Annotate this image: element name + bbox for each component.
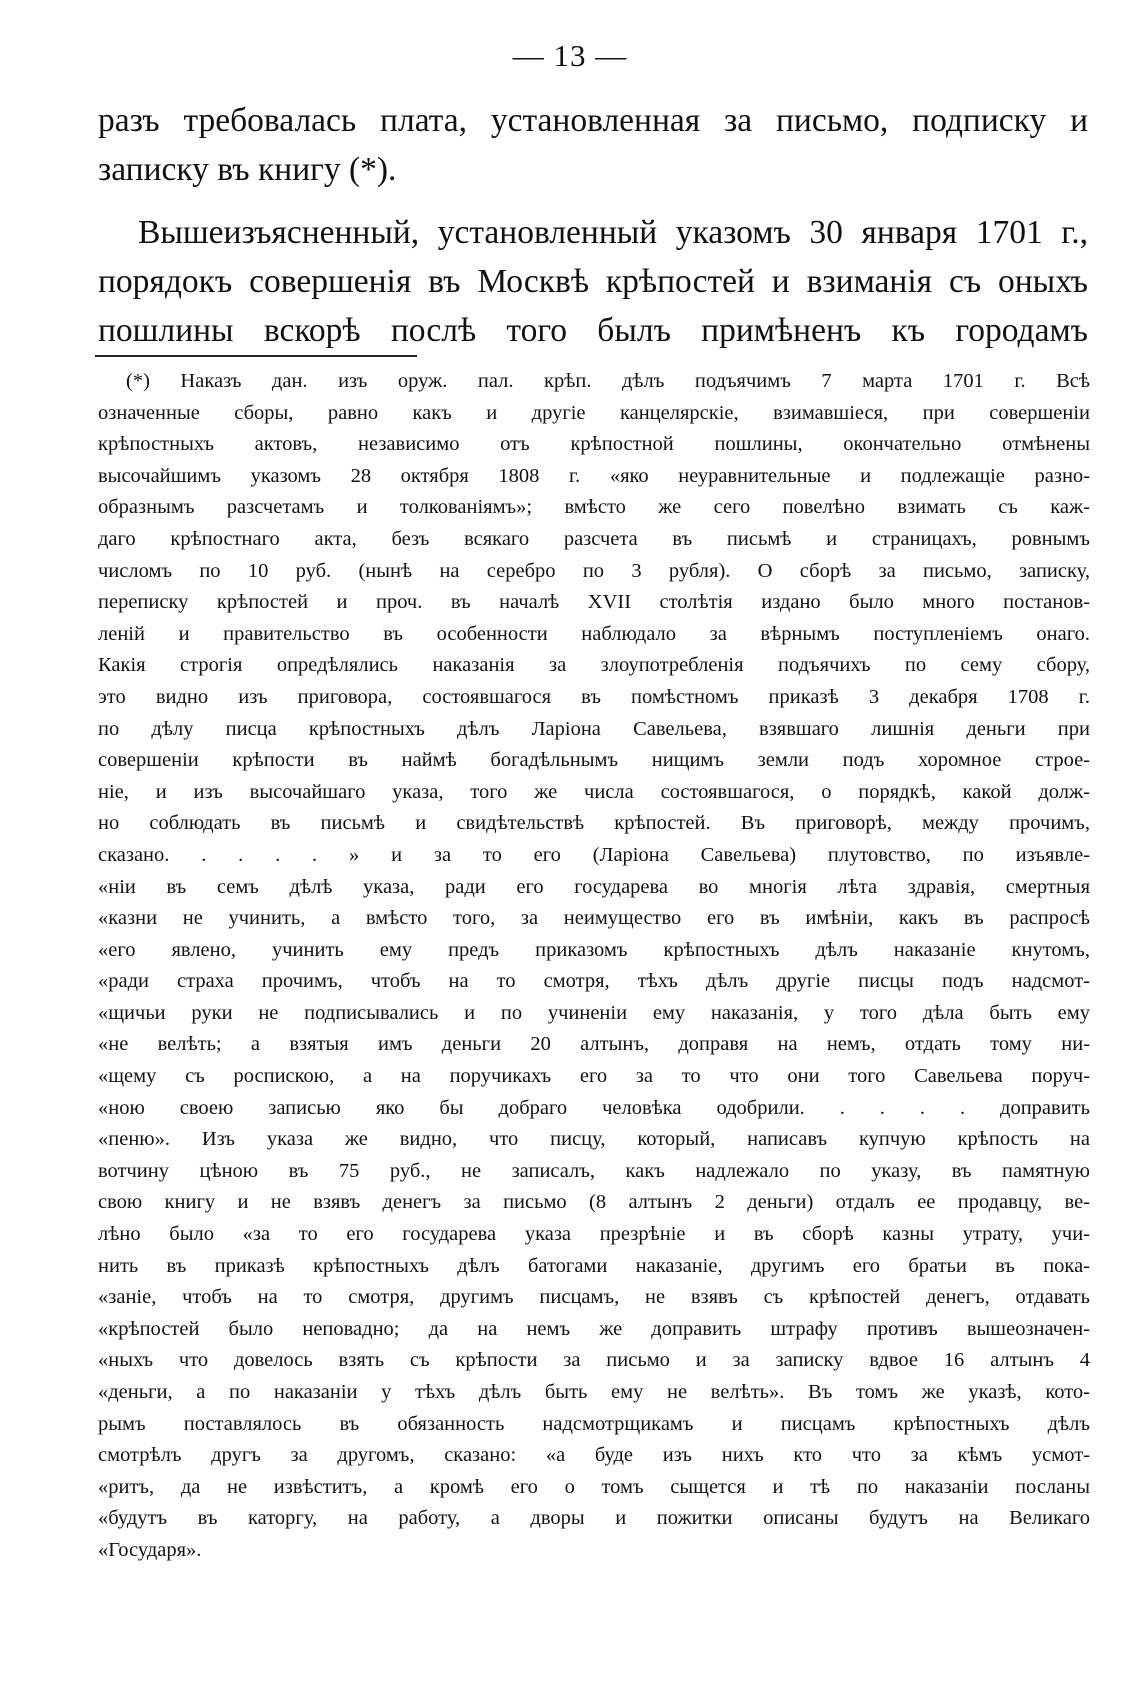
footnote-line: «ради страха прочимъ, чтобъ на то смотря, тѣхъ дѣлъ другіе писцы подъ надсмот- [98,970,1090,993]
footnote-line: «заніе, чтобъ на то смотря, другимъ писцамъ, не взявъ съ крѣпостей денегъ, отдавать [98,1286,1090,1309]
main-text-line: записку въ книгу (*). [98,151,397,188]
footnote-line: сказано. . . . . » и за то его (Ларіона Савельева) плутовство, по изъявле- [98,843,1090,866]
footnote-line: по дѣлу писца крѣпостныхъ дѣлъ Ларіона Савельева, взявшаго лишнія деньги при [98,717,1090,740]
footnote-line: высочайшимъ указомъ 28 октября 1808 г. «яко неуравнительные и подлежащіе разно- [98,464,1090,487]
footnote-line: числомъ по 10 руб. (нынѣ на серебро по 3 рубля). О сборѣ за письмо, записку, [98,559,1090,582]
main-text [98,96,1088,355]
footnote-line: «ритъ, да не извѣститъ, а кромѣ его о томъ сыщется и тѣ по наказаніи посланы [98,1475,1090,1498]
footnote-line: «ныхъ что довелось взять съ крѣпости за письмо и за записку вдвое 16 алтынъ 4 [98,1349,1090,1372]
main-text-line: Вышеизъясненный, установленный указомъ 30 января 1701 г., [138,214,1088,251]
footnote-separator [95,355,417,357]
footnote-line: даго крѣпостнаго акта, безъ всякаго разсчета въ письмѣ и страницахъ, ровнымъ [98,527,1090,550]
footnote-line: переписку крѣпостей и проч. въ началѣ XVII столѣтія издано было много постанов- [98,591,1090,614]
footnote-line: «деньги, а по наказаніи у тѣхъ дѣлъ быть ему не велѣть». Въ томъ же указѣ, кото- [98,1381,1090,1403]
footnote-line: «щичьи руки не подписывались и по учиненіи ему наказанія, у того дѣла быть ему [98,1001,1090,1024]
footnote-line: «ніи въ семъ дѣлѣ указа, ради его государева во многія лѣта здравія, смертныя [98,875,1090,898]
footnote-line: ніе, и изъ высочайшаго указа, того же числа состоявшагося, о порядкѣ, какой долж- [98,780,1090,803]
footnote-line: «не велѣть; а взятыя имъ деньги 20 алтынъ, доправя на немъ, отдать тому ни- [98,1033,1090,1056]
footnote-line: образнымъ разсчетамъ и толкованіямъ»; вмѣсто же сего повелѣно взимать съ каж- [98,496,1090,519]
footnote-line: но соблюдать въ письмѣ и свидѣтельствѣ крѣпостей. Въ приговорѣ, между прочимъ, [98,812,1090,835]
footnote-line: вотчину цѣною въ 75 руб., не записалъ, какъ надлежало по указу, въ памятную [98,1159,1090,1182]
main-text-line: разъ требовалась плата, установленная за письмо, подписку и [98,102,1088,139]
footnote-line: «щему съ роспискою, а на поручикахъ его за то что они того Савельева поруч- [98,1065,1090,1088]
footnote-line: «казни не учинить, а вмѣсто того, за неимущество его въ имѣніи, какъ въ распросѣ [98,907,1090,930]
main-text-line: порядокъ совершенія въ Москвѣ крѣпостей и взиманія съ оныхъ [98,263,1088,300]
main-text-line: пошлины вскорѣ послѣ того былъ примѣненъ къ городамъ [98,312,1088,349]
footnote-line: смотрѣлъ другъ за другомъ, сказано: «а буде изъ нихъ кто что за кѣмъ усмот- [98,1444,1090,1467]
footnote-line: крѣпостныхъ актовъ, независимо отъ крѣпостной пошлины, окончательно отмѣнены [98,433,1090,456]
footnote-line: совершеніи крѣпости въ наймѣ богадѣльнымъ нищимъ земли подъ хоромное строе- [98,749,1090,772]
footnote-line: «будутъ въ каторгу, на работу, а дворы и пожитки описаны будутъ на Великаго [98,1507,1090,1530]
page-number: — 13 — [512,38,628,73]
footnote-line: «крѣпостей было неповадно; да на немъ же доправить штрафу противъ вышеозначен- [98,1317,1090,1340]
footnote-line: нить въ приказѣ крѣпостныхъ дѣлъ батогами наказаніе, другимъ его братьи въ пока- [98,1254,1090,1277]
footnote-line: «ною своею записью яко бы добраго человѣка одобрили. . . . . доправить [98,1096,1090,1119]
footnote [98,366,1090,1567]
footnote-line: рымъ поставлялось въ обязанность надсмотрщикамъ и писцамъ крѣпостныхъ дѣлъ [98,1412,1090,1435]
footnote-line: Какія строгія опредѣлялись наказанія за злоупотребленія подъячихъ по сему сбору, [98,654,1090,677]
footnote-line: свою книгу и не взявъ денегъ за письмо (8 алтынъ 2 деньги) отдалъ ее продавцу, ве- [98,1191,1090,1214]
footnote-line: «его явлено, учинить ему предъ приказомъ крѣпостныхъ дѣлъ наказаніе кнутомъ, [98,938,1090,961]
footnote-line: леній и правительство въ особенности наблюдало за вѣрнымъ поступленіемъ онаго. [98,622,1090,645]
footnote-line: означенные сборы, равно какъ и другіе канцелярскіе, взимавшіеся, при совершеніи [98,401,1090,424]
footnote-line: это видно изъ приговора, состоявшагося въ помѣстномъ приказѣ 3 декабря 1708 г. [98,685,1090,708]
footnote-line: «Государя». [98,1538,202,1561]
footnote-line: «пеню». Изъ указа же видно, что писцу, который, написавъ купчую крѣпость на [98,1128,1090,1151]
footnote-line: (*) Наказъ дан. изъ оруж. пал. крѣп. дѣлъ подъячимъ 7 марта 1701 г. Всѣ [126,370,1090,392]
footnote-line: лѣно было «за то его государева указа презрѣніе и въ сборѣ казны утрату, учи- [98,1223,1090,1246]
